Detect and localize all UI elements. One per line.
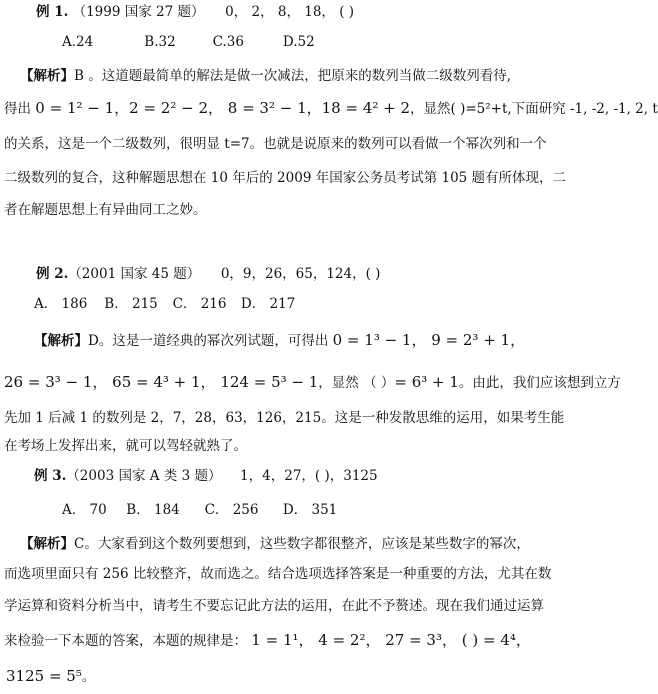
example-3-label: 例 3. xyxy=(34,468,67,484)
analysis-text: 得出 xyxy=(4,101,31,117)
example-3-series: 1，4，27，( )，3125 xyxy=(240,468,378,484)
example-2-header xyxy=(36,264,560,284)
example-3-option-d: D． 351 xyxy=(282,502,338,518)
math-expression: 1 = 1¹， 4 = 2²， 27 = 3³， ( ) = 4⁴， xyxy=(251,631,531,649)
example-3-option-b: B． 184 xyxy=(126,502,180,518)
math-expression: 26 = 3³ − 1， 65 = 4³ + 1， 124 = 5³ − 1 xyxy=(4,373,319,391)
example-3-header xyxy=(34,466,560,486)
example-3-analysis-line-2: 而选项里面只有 256 比较整齐，故而选之。结合选项选择答案是一种重要的方法，尤其在数 xyxy=(4,566,552,582)
example-1-option-b: B.32 xyxy=(144,34,176,50)
example-3-analysis-line-1 xyxy=(20,534,560,554)
math-expression: = 6³ + 1 xyxy=(394,373,459,391)
example-3-analysis-line-4 xyxy=(4,630,560,651)
example-1-series: 0， 2， 8， 18， ( ) xyxy=(225,4,355,20)
example-2-label: 例 2. xyxy=(36,266,69,282)
example-2-option-c: C． 216 xyxy=(172,296,227,312)
analysis-text: ，显然( )=5²+t,下面研究 -1, -2, -1, 2, t xyxy=(410,101,658,117)
example-1-analysis-line-4: 二级数列的复合，这种解题思想在 10 年后的 2009 年国家公务员考试第 105 题有所体现，二 xyxy=(4,170,567,186)
example-3-options xyxy=(62,500,560,520)
example-3-analysis-line-5 xyxy=(6,666,560,687)
example-1-analysis-line-2 xyxy=(4,98,658,119)
example-3-source: （2003 国家 A 类 3 题） xyxy=(66,468,222,484)
example-2-source: （2001 国家 45 题） xyxy=(68,266,201,282)
example-1-analysis-line-1 xyxy=(20,66,560,86)
analysis-tag: 【解析】 xyxy=(20,536,74,552)
example-3-analysis-line-3: 学运算和资料分析当中，请考生不要忘记此方法的运用，在此不予赘述。现在我们通过运算 xyxy=(4,598,544,614)
example-2-series: 0，9，26，65，124，( ) xyxy=(220,266,381,282)
example-2-options xyxy=(34,294,560,314)
math-expression: 0 = 1³ − 1， 9 = 2³ + 1， xyxy=(332,331,526,349)
analysis-tag: 【解析】 xyxy=(20,68,74,84)
example-1-header xyxy=(36,2,560,22)
math-expression: 3125 = 5⁵ xyxy=(6,667,82,685)
example-2-option-a: A． 186 xyxy=(34,296,88,312)
example-2-analysis-line-3: 先加 1 后减 1 的数列是 2，7，28，63，126，215。这是一种发散思维的运用，如果考生能 xyxy=(4,410,565,426)
example-1-options xyxy=(62,32,560,52)
analysis-text: 。由此，我们应该想到立方 xyxy=(458,375,621,391)
example-3-option-a: A． 70 xyxy=(62,502,107,518)
example-3-option-c: C． 256 xyxy=(204,502,259,518)
example-2-option-d: D． 217 xyxy=(240,296,296,312)
example-1-analysis-line-3: 的关系，这是一个二级数列，很明显 t=7。也就是说原来的数列可以看做一个幂次列和一个 xyxy=(4,136,547,152)
example-2-analysis-line-2 xyxy=(4,372,621,393)
example-1-source: （1999 国家 27 题） xyxy=(72,4,205,20)
analysis-text: D。这是一道经典的幂次列试题，可得出 xyxy=(88,333,329,349)
analysis-text: 来检验一下本题的答案，本题的规律是： xyxy=(4,633,247,649)
example-2-analysis-line-4: 在考场上发挥出来，就可以驾轻就熟了。 xyxy=(4,438,247,454)
example-1-option-c: C.36 xyxy=(212,34,244,50)
example-2-analysis-line-1 xyxy=(34,330,560,351)
example-1-analysis-line-5: 者在解题思想上有异曲同工之妙。 xyxy=(4,202,207,218)
example-1-label: 例 1. xyxy=(36,4,69,20)
example-2-option-b: B． 215 xyxy=(104,296,158,312)
analysis-tag: 【解析】 xyxy=(34,333,88,349)
analysis-text: C。大家看到这个数列要想到，这些数字都很整齐，应该是某些数字的幂次， xyxy=(74,536,530,552)
example-1-option-d: D.52 xyxy=(282,34,315,50)
analysis-text: ，显然 （ ） xyxy=(318,375,395,391)
example-1-option-a: A.24 xyxy=(62,34,94,50)
math-expression: 0 = 1² − 1，2 = 2² − 2， 8 = 3² − 1，18 = 4² + 2 xyxy=(35,99,411,117)
analysis-text: 。 xyxy=(81,669,96,685)
analysis-text: B 。这道题最简单的解法是做一次减法，把原来的数列当做二级数列看待, xyxy=(74,68,512,84)
